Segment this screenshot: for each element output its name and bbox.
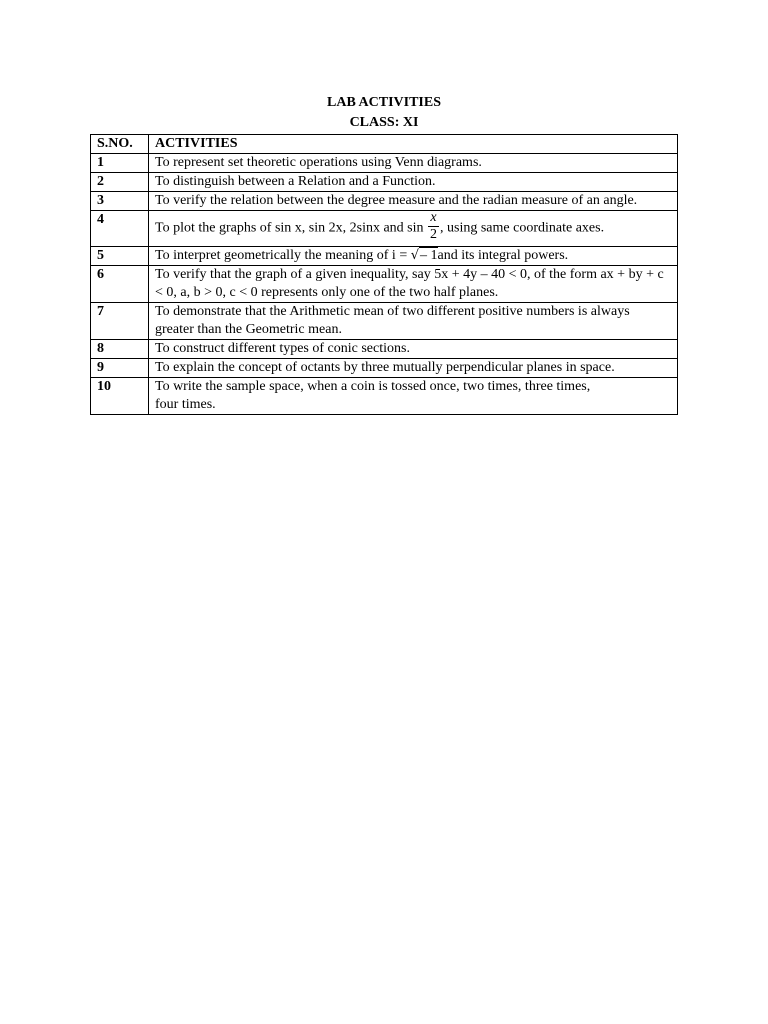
table-row	[91, 359, 678, 378]
row-number: 10	[91, 378, 149, 415]
activity-text	[149, 247, 678, 266]
table-row	[91, 247, 678, 266]
row-number: 7	[91, 303, 149, 340]
activity-text-part: To plot the graphs of sin x, sin 2x, 2sinx and sin	[155, 220, 424, 236]
row-number: 3	[91, 192, 149, 211]
fraction-denominator: 2	[430, 227, 438, 242]
fraction-x-over-2	[428, 210, 439, 243]
activity-text: To demonstrate that the Arithmetic mean of two different positive numbers is always greater than the Geometric mean.	[149, 303, 678, 340]
table-row	[91, 192, 678, 211]
row-number: 1	[91, 154, 149, 173]
table-row	[91, 211, 678, 247]
activity-text: To verify that the graph of a given inequality, say 5x + 4y – 40 < 0, of the form ax + by + c < 0, a, b > 0, c < 0 represents only one of the two half planes.	[149, 266, 678, 303]
column-header-activities: ACTIVITIES	[149, 135, 678, 154]
document-title: LAB ACTIVITIES	[327, 95, 441, 110]
table-row	[91, 266, 678, 303]
column-header-sno: S.NO.	[91, 135, 149, 154]
activity-text-line: To write the sample space, when a coin is tossed once, two times, three times,	[155, 379, 591, 394]
activities-table	[90, 134, 678, 415]
row-number: 8	[91, 340, 149, 359]
activity-text: To verify the relation between the degree measure and the radian measure of an angle.	[149, 192, 678, 211]
square-root-expression	[411, 247, 438, 265]
activity-text	[149, 211, 678, 247]
row-number: 5	[91, 247, 149, 266]
activity-text: To construct different types of conic sections.	[149, 340, 678, 359]
activity-text: To distinguish between a Relation and a Function.	[149, 173, 678, 192]
table-row	[91, 303, 678, 340]
activity-text-part: and its integral powers.	[437, 248, 569, 263]
table-header-row	[91, 135, 678, 154]
activity-text: To represent set theoretic operations using Venn diagrams.	[149, 154, 678, 173]
activity-text: To explain the concept of octants by three mutually perpendicular planes in space.	[149, 359, 678, 378]
activity-text-part: , using same coordinate axes.	[440, 220, 605, 236]
row-number: 2	[91, 173, 149, 192]
document-subtitle: CLASS: XI	[349, 115, 419, 130]
row-number: 9	[91, 359, 149, 378]
fraction-numerator: x	[428, 210, 439, 227]
activity-text-line: four times.	[155, 397, 216, 412]
row-number: 6	[91, 266, 149, 303]
radical-sign: √	[410, 248, 420, 263]
table-row	[91, 173, 678, 192]
activity-text	[149, 378, 678, 415]
table-row	[91, 154, 678, 173]
table-row	[91, 378, 678, 415]
row-number: 4	[91, 211, 149, 247]
table-row	[91, 340, 678, 359]
radicand: – 1	[420, 248, 438, 263]
activity-text-part: To interpret geometrically the meaning of i =	[155, 248, 411, 263]
